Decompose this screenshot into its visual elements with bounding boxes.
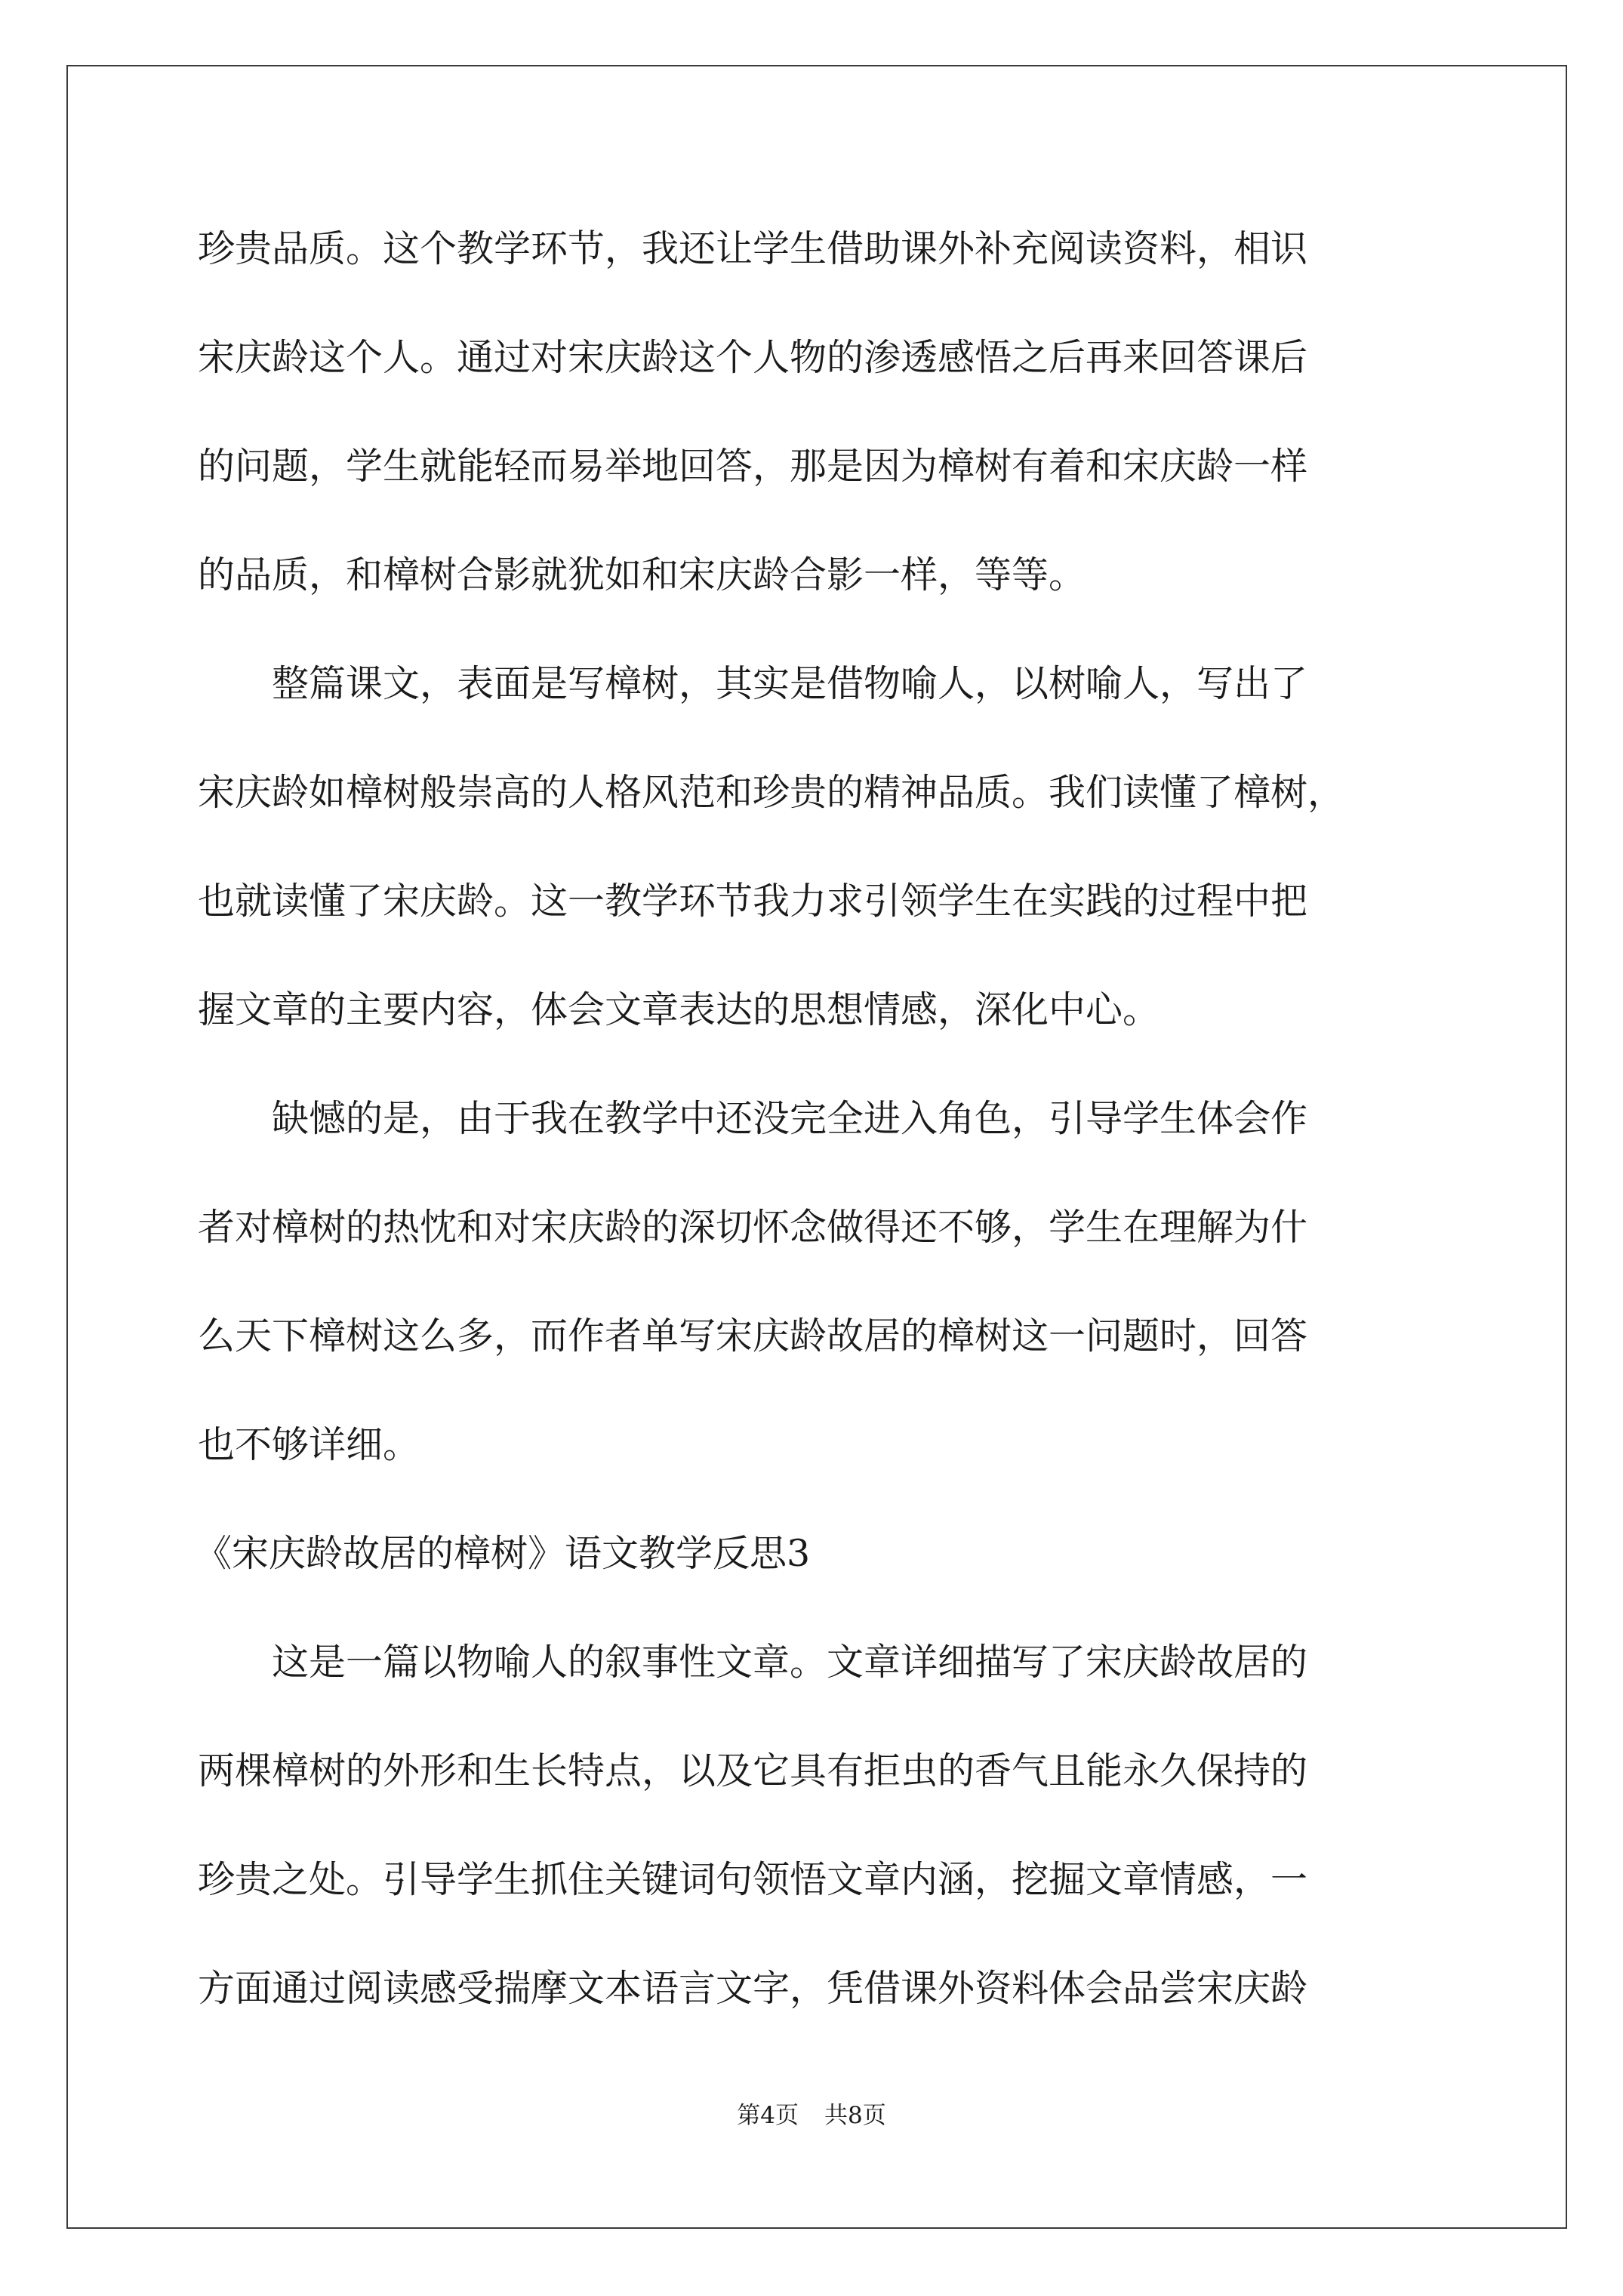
text-line: 的品质，和樟树合影就犹如和宋庆龄合影一样，等等。: [198, 553, 1086, 596]
page-number: 第4页: [737, 2102, 799, 2129]
text-line: 也就读懂了宋庆龄。这一教学环节我力求引领学生在实践的过程中把: [198, 880, 1308, 923]
text-line: 也不够详细。: [198, 1423, 420, 1466]
page-total: 共8页: [824, 2102, 886, 2129]
paragraph-first-line: 缺憾的是，由于我在教学中还没完全进入角色，引导学生体会作: [272, 1097, 1308, 1140]
text-line: 么天下樟树这么多，而作者单写宋庆龄故居的樟树这一问题时，回答: [198, 1314, 1308, 1358]
paragraph-first-line: 这是一篇以物喻人的叙事性文章。文章详细描写了宋庆龄故居的: [272, 1641, 1308, 1684]
page-footer: [0, 2100, 1623, 2131]
text-line: 握文章的主要内容，体会文章表达的思想情感，深化中心。: [198, 988, 1160, 1031]
text-line: 珍贵之处。引导学生抓住关键词句领悟文章内涵，挖掘文章情感，一: [198, 1858, 1308, 1901]
text-line: 两棵樟树的外形和生长特点，以及它具有拒虫的香气且能永久保持的: [198, 1749, 1308, 1792]
text-line: 宋庆龄这个人。通过对宋庆龄这个人物的渗透感悟之后再来回答课后: [198, 336, 1308, 379]
document-body: [195, 195, 1436, 2043]
text-line: 者对樟树的热忱和对宋庆龄的深切怀念做得还不够，学生在理解为什: [198, 1206, 1308, 1249]
text-line: 的问题，学生就能轻而易举地回答，那是因为樟树有着和宋庆龄一样: [198, 445, 1308, 488]
section-heading: 《宋庆龄故居的樟树》语文教学反思3: [195, 1532, 811, 1575]
text-line: 方面通过阅读感受揣摩文本语言文字，凭借课外资料体会品尝宋庆龄: [198, 1967, 1308, 2010]
text-line: 宋庆龄如樟树般崇高的人格风范和珍贵的精神品质。我们读懂了樟树，: [198, 771, 1345, 814]
text-line: 珍贵品质。这个教学环节，我还让学生借助课外补充阅读资料，相识: [198, 227, 1308, 270]
paragraph-first-line: 整篇课文，表面是写樟树，其实是借物喻人，以树喻人，写出了: [272, 662, 1308, 705]
